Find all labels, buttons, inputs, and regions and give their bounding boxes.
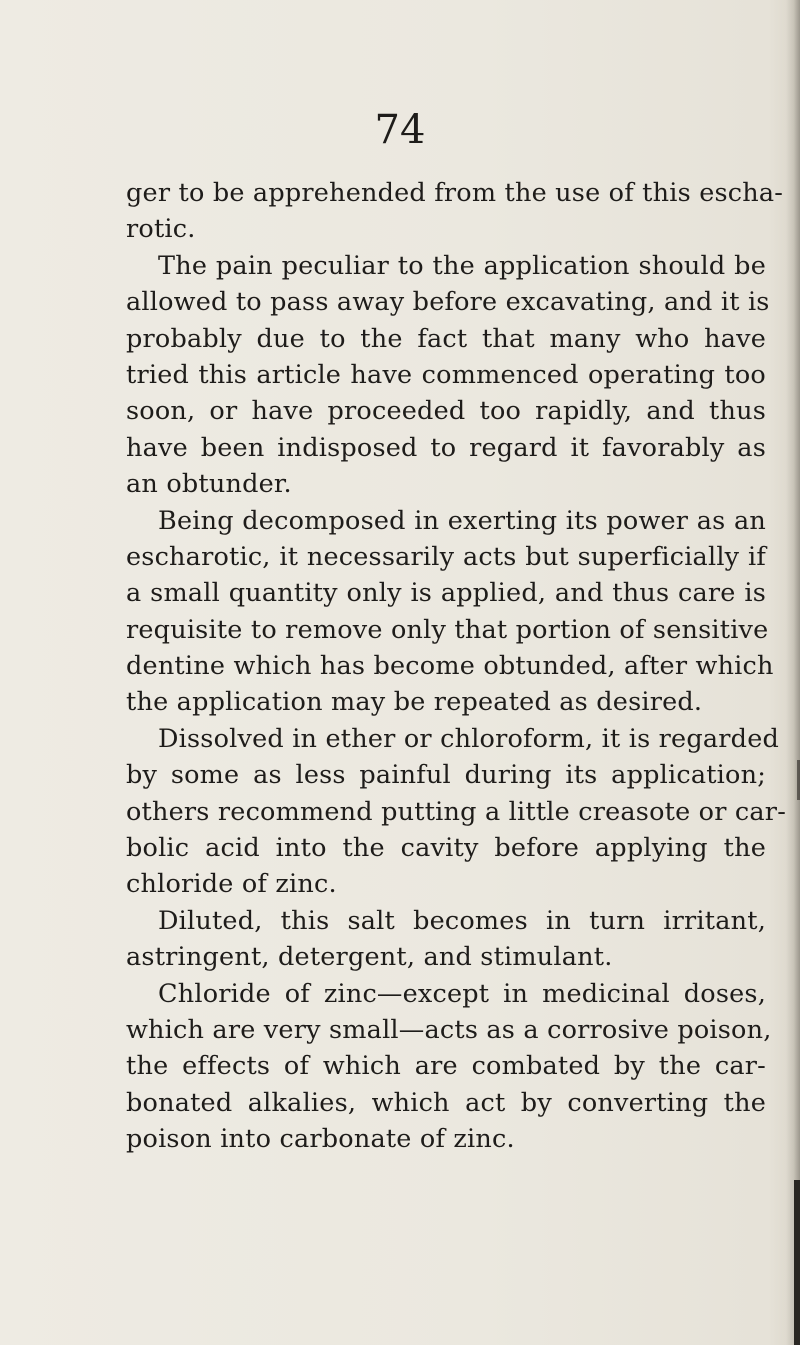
text-line: which are very small—acts as a corrosive poison,	[126, 1014, 772, 1045]
text-line: bonated alkalies, which act by converting the	[126, 1087, 766, 1118]
text-line: poison into carbonate of zinc.	[126, 1124, 515, 1155]
text-line: the effects of which are combated by the car-	[126, 1051, 766, 1082]
body-text	[126, 175, 787, 1158]
text-line: chloride of zinc.	[126, 869, 337, 900]
text-line: bolic acid into the cavity before applying the	[126, 833, 766, 864]
text-line: Being decomposed in exerting its power as an	[158, 505, 766, 536]
text-line: The pain peculiar to the application should be	[158, 250, 766, 281]
text-line: dentine which has become obtunded, after which	[126, 651, 774, 682]
text-line: ger to be apprehended from the use of this escha-	[126, 178, 784, 208]
text-line: escharotic, it necessarily acts but superficially if	[126, 541, 766, 572]
text-line: others recommend putting a little creasote or car-	[126, 796, 787, 827]
text-line: have been indisposed to regard it favorably as	[126, 432, 766, 463]
text-line: an obtunder.	[126, 469, 292, 500]
text-line: Diluted, this salt becomes in turn irritant,	[158, 905, 766, 936]
page-edge-mark	[794, 1180, 800, 1345]
page-edge-shadow	[786, 0, 800, 1345]
text-line: soon, or have proceeded too rapidly, and thus	[126, 396, 766, 427]
text-line: probably due to the fact that many who have	[126, 323, 766, 354]
text-line: a small quantity only is applied, and thus care is	[126, 578, 766, 609]
text-line: Chloride of zinc—except in medicinal doses,	[158, 978, 766, 1009]
text-line: astringent, detergent, and stimulant.	[126, 942, 613, 973]
text-line: Dissolved in ether or chloroform, it is regarded	[158, 723, 780, 754]
text-line: tried this article have commenced operating too	[126, 359, 766, 390]
text-line: requisite to remove only that portion of sensitive	[126, 614, 769, 645]
page-number: 74	[374, 107, 426, 153]
text-line: the application may be repeated as desired.	[126, 687, 703, 718]
text-line: rotic.	[126, 214, 196, 245]
text-line: by some as less painful during its application;	[126, 760, 766, 791]
text-line: allowed to pass away before excavating, and it is	[126, 287, 770, 318]
